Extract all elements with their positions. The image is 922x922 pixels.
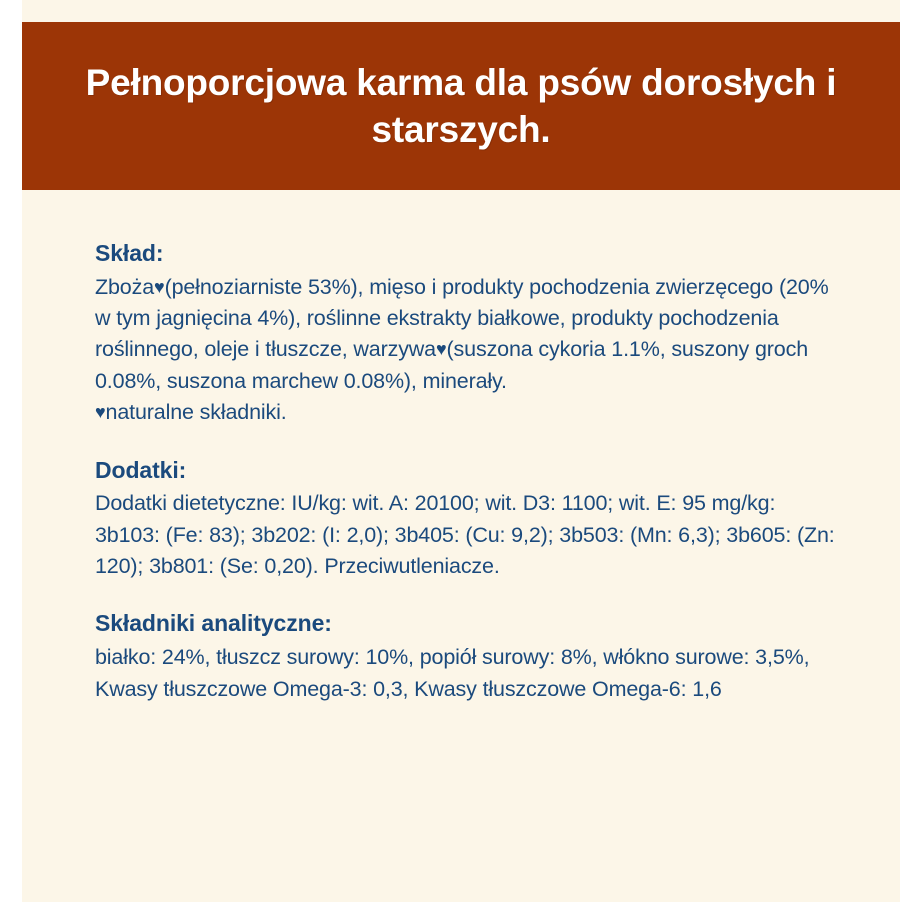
section-body-dodatki: Dodatki dietetyczne: IU/kg: wit. A: 20100; wit. D3: 1100; wit. E: 95 mg/kg: 3b103: (Fe: 83); 3b202: (I: 2,0); 3b405: (Cu: 9,2); 3b503: (Mn: 6,3); 3b605: (Zn: 120); 3b801: (Se: 0,20). Przeciwutleniacze. bbox=[95, 491, 835, 579]
banner-title: Pełnoporcjowa karma dla psów dorosłych i starszych. bbox=[85, 61, 837, 150]
product-label-card bbox=[22, 0, 900, 902]
section-body-skladniki-analityczne: białko: 24%, tłuszcz surowy: 10%, popiół surowy: 8%, włókno surowe: 3,5%, Kwasy tłuszczowe Omega-3: 0,3, Kwasy tłuszczowe Omega-6: 1,6 bbox=[95, 645, 810, 701]
section-dodatki bbox=[95, 455, 835, 583]
section-heading-dodatki: Dodatki: bbox=[95, 456, 187, 483]
section-body-sklad: Zboża♥(pełnoziarniste 53%), mięso i produkty pochodzenia zwierzęcego (20% w tym jagnięcina 4%), roślinne ekstrakty białkowe, produkty pochodzenia roślinnego, oleje i tłuszcze, warzywa♥(suszona cykoria 1.1%, suszony groch 0.08%, suszona marchew 0.08%), minerały. ♥naturalne składniki. bbox=[95, 274, 829, 425]
section-heading-sklad: Skład: bbox=[95, 240, 164, 266]
heart-icon: ♥ bbox=[436, 339, 447, 360]
section-skladniki-analityczne bbox=[95, 608, 835, 704]
section-heading-skladniki-analityczne: Składniki analityczne: bbox=[95, 610, 332, 637]
header-banner bbox=[22, 22, 900, 190]
label-content bbox=[95, 238, 835, 705]
heart-icon: ♥ bbox=[95, 402, 106, 423]
section-sklad bbox=[95, 238, 835, 429]
heart-icon: ♥ bbox=[154, 276, 165, 297]
